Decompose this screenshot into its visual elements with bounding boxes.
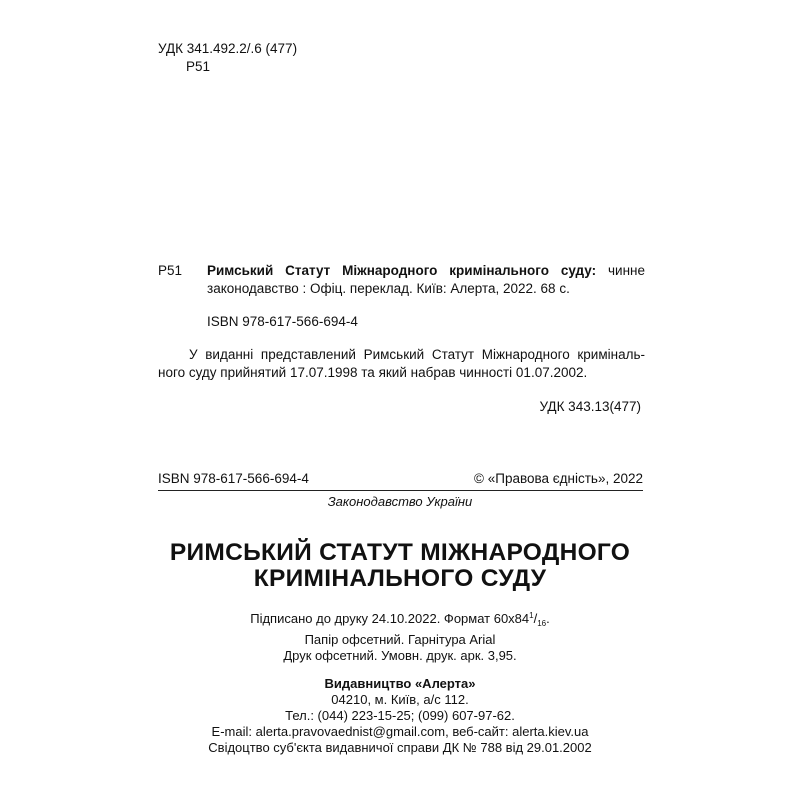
publisher-license: Свідоцтво суб'єкта видавничої справи ДК № 788 від 29.01.2002 (208, 740, 592, 755)
isbn-footer: ISBN 978-617-566-694-4 (158, 471, 309, 486)
copyright: © «Правова єдність», 2022 (474, 471, 643, 486)
udk-bottom: УДК 343.13(477) (539, 399, 641, 414)
annotation: У виданні представлений Римський Статут Міжнародного криміналь-ного суду прийнятий 17.07.1998 та який набрав чинності 01.07.2002. (158, 347, 645, 380)
imprint (0, 608, 800, 756)
publisher-address: 04210, м. Київ, а/с 112. (331, 692, 469, 707)
format-fraction-denominator: 16 (537, 619, 547, 628)
bibliographic-description (207, 262, 645, 298)
format-fraction-slash: / (533, 611, 538, 626)
book-title-line-2: КРИМІНАЛЬНОГО СУДУ (253, 565, 547, 592)
bibliographic-title: Римський Статут Міжнародного кримінального суду: (207, 263, 597, 278)
isbn-main: ISBN 978-617-566-694-4 (207, 314, 358, 329)
format-fraction-numerator: 1 (529, 611, 534, 620)
classification-code-top: Р51 (186, 59, 211, 74)
series-name: Законодавство України (327, 494, 473, 509)
publisher-phone: Тел.: (044) 223-15-25; (099) 607-97-62. (285, 708, 515, 723)
publisher-email-web: E-mail: alerta.pravovaednist@gmail.com, веб-сайт: alerta.kiev.ua (211, 724, 589, 739)
book-title-line-1: РИМСЬКИЙ СТАТУТ МІЖНАРОДНОГО (169, 539, 631, 566)
udk-top: УДК 341.492.2/.6 (477) (158, 41, 298, 56)
print-info: Друк офсетний. Умовн. друк. арк. 3,95. (283, 648, 517, 663)
publisher-name: Видавництво «Алерта» (324, 676, 476, 691)
book-title (0, 540, 800, 592)
classification-code: Р51 (158, 263, 183, 278)
signed-for-print: Підписано до друку 24.10.2022. Формат $60х84^1/_{16}$. (250, 611, 550, 628)
bibliographic-details: чинне законодавство : Офіц. переклад. Київ: Алерта, 2022. 68 с. (207, 263, 645, 296)
paper-info: Папір офсетний. Гарнітура Arial (304, 632, 496, 647)
divider (158, 490, 643, 491)
